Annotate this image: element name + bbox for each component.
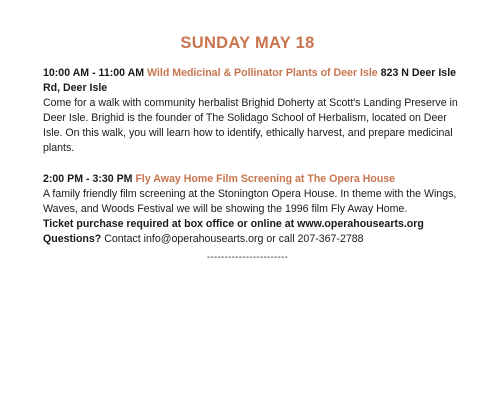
ticket-note: Ticket purchase required at box office or online at www.operahousearts.org (43, 218, 424, 230)
event-time: 10:00 AM - 11:00 AM (43, 67, 145, 79)
event-item (43, 172, 468, 247)
questions-label: Questions? (43, 233, 102, 245)
event-item (43, 66, 468, 156)
section-divider: ----------------------- (206, 252, 289, 263)
event-description: Come for a walk with community herbalist Brighid Doherty at Scott's Landing Preserve in Deer Isle. Brighid is the founder of The Solidago School of Herbalism, located on Deer Isle. On this walk, you will learn how to identify, ethically harvest, and prepare medicinal plants. (43, 97, 458, 154)
day-heading: SUNDAY MAY 18 (180, 34, 315, 52)
questions-contact: Contact info@operahousearts.org or call 207-367-2788 (104, 233, 364, 245)
event-title: Wild Medicinal & Pollinator Plants of Deer Isle (147, 67, 378, 79)
event-description: A family friendly film screening at the Stonington Opera House. In theme with the Wings, Waves, and Woods Festival we will be showing the 1996 film Fly Away Home. (43, 188, 457, 215)
event-time: 2:00 PM - 3:30 PM (43, 173, 133, 185)
event-location: 823 N Deer Isle Rd, Deer Isle (43, 67, 457, 94)
event-title: Fly Away Home Film Screening at The Opera House (135, 173, 396, 185)
